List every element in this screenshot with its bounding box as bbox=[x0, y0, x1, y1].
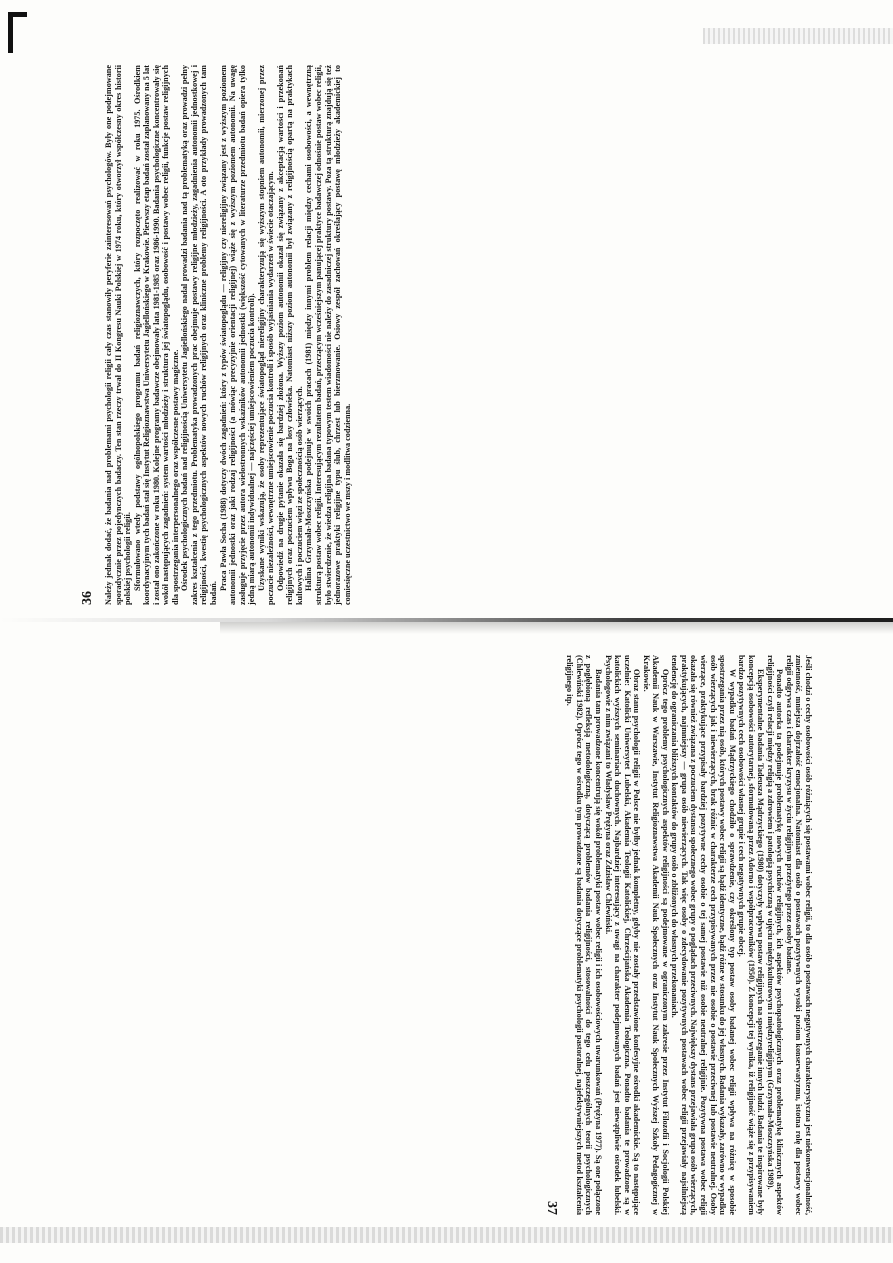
paragraph: Należy jednak dodać, że badania nad problemami psychologii religii cały czas stanowiły peryferie zainteresowań psychologów. Były one podejmowane sporadycznie przez pojedynczych badaczy. Ten stan rzeczy trwał do II Kongresu Nauki Polskiej w 1974 roku, który otworzył współczesny okres historii polskiej psychologii religii. bbox=[104, 65, 133, 605]
paragraph: Sformułowano wtedy podstawy ogólnopolskiego programu badań religioznawczych, który rozpoczęto realizować w roku 1975. Ośrodkiem koordynacyjnym tych badań stał się Instytut Religioznawstwa Uniwersytetu Jagiellońskiego w Krakowie. Pierwszy etap badań został zaplanowany na 5 lat i został ono zakończone w roku 1980. Kolejne programy badawcze obejmowały lata 1981-1985 oraz 1986-1990. Badania psychologiczne koncentrowały się wokół następujących zagadnień: system wartości młodzieży i struktura jej światopoglądu, osobowość i postawy wobec religii, funkcje postaw religijnych dla spostrzegania interpersonalnego oraz współczesne postawy magiczne. bbox=[132, 65, 180, 605]
page-number: 36 bbox=[80, 591, 95, 605]
paragraph: Ponadto autorka ta podejmuje problematykę nowych ruchów religijnych, ich aspektów psychopatologicznych oraz problematykę klinicznych aspektów religijności czyli relacji między religią a zdrowiem i patologią psychiczną w ujęciu międzykulturowym i międzyreligijnym (Grzymała-Moszczyńska 1989). bbox=[765, 655, 785, 1215]
page-text bbox=[565, 655, 813, 1215]
paragraph: Badania tam prowadzone koncentrują się wokół problematyki postaw wobec religii i ich osobowościowych uwarunkowań (Prężyna 1977). Są one połączone z pogłębioną refleksją metodologiczną, dotyczącą problemów badania religijności, stosowalności do tego celu poszczególnych teorii psychologicznych (Chlewiński 1982). Oprócz tego w ośrodku tym prowadzone są badania dotyczące problematyki psychologii pastoralnej, najefektywniejszych metod kształcenia religijnego itp. bbox=[565, 655, 603, 1215]
paragraph: Jeśli chodzi o cechy osobowości osób różniących się postawami wobec religii, to dla osób o postawach negatywnych charakterystyczna jest niekonwencjonalność, zmienność, mniejsza dojrzałość emocjonalna. Natomiast dla osób o postawach pozytywnych wysoki poziom konserwatyzmu, istotna rolę dla postawy wobec religii odgrywa czas i charakter kryzysu w życiu religijnym przeżytego przez osoby badane. bbox=[784, 655, 813, 1215]
paragraph: Halina Grzymała-Moszczyńska podejmuje w swoich pracach (1981) między innymi problem relacji między cechami osobowości, a wewnętrzną strukturą postaw wobec religii. Interesującym rezultatem badań, przeczącym wcześniejszym panującej praktyce badawczej odnośnie postaw wobec religii, było stwierdzenie, że wiedza religijna badana typowym testem wiadomości nie należy do zasadniczej struktury postawy. Poza tą strukturą znajdują się też jednorazowe praktyki religijne typu ślub, chrzest lub bierzmowanie. Osiowy zespół zachowań określający postawę młodzieży akademickiej to comiesięczne uczestnictwo we mszy i modlitwa codzienna. bbox=[304, 65, 352, 605]
paragraph: W wypadku badań Mądrzyckiego chodziło o sprawdzenie, czy określony typ postaw osoby badanej wobec religii wpływa na różnicę w sposobie spostrzegania przez nią osób, których postawy wobec religii są bądź identyczne, bądź różne w stosunku do jej własnych. Badania wykazały, zarówno w wypadku osób wierzących jak i niewierzących, brak różnic w charakterze cech przypisywanych przez nie osobie o postawie przeciwnej lub postawie neutralnej. Osoby wierzące, praktykujące przypisały bardziej pozytywne cechy osobie o tej samej postawie niż osobie neutralnej religijnie. Pozytywna postawa wobec religii okazała się również związana z poczuciem dystansu społecznego wobec grupy o poglądach przeciwnych. Największy dystans przejawiała grupa osób wierzących, praktykujących, najmniejszy — grupa osób niewierzących. Tak więc osoby o zdecydowanie pozytywnych postawach wobec religii przejawiały najsilniejszą tendencję do ograniczania bliższych kontaktów do grupy osób o zbliżonych do własnych przekonaniach. bbox=[670, 655, 737, 1215]
paragraph: Oprócz tego problemy psychologicznych aspektów religijności są podejmowane w ograniczonym zakresie przez Instytut Filozofii i Socjologii Polskiej Akademii Nauk w Warszawie, Instytut Religioznawstwa Akademii Nauk Społecznych oraz Instytut Nauk Społecznych Wyższej Szkoły Pedagogicznej w Krakowie. bbox=[641, 655, 670, 1215]
scan-edge-bottom bbox=[0, 1227, 893, 1243]
page-number: 37 bbox=[543, 1201, 559, 1215]
paragraph: Uzyskane wyniki wskazują, że osoby reprezentujące światopogląd niereligijny charakteryzują się wyższym stopniem autonomii, mierzonej przez poczucie niezależności, wewnętrzne umiejscowienie poczucia kontroli i sposób wyjaśniania wydarzeń w świecie otaczającym. bbox=[256, 65, 276, 605]
paragraph: Odpowiedź na drugie pytanie okazała się bardziej złożona. Wyższy poziom autonomii okazał się związany z akceptacją wartości i przekonań religijnych oraz poczuciem wpływu Boga na losy człowieka. Natomiast niższy poziom autonomii był związany z religijnością opartą na praktykach kultowych i poczuciem więzi ze społecznością osób wierzących. bbox=[275, 65, 304, 605]
scan-edge-top bbox=[703, 28, 893, 44]
paragraph: Eksperymentalne badania Tadeusza Mądrzyckiego (1980) dotyczyły wpływu postaw religijnych na spostrzeganie innych ludzi. Badania te inspirowane były koncepcją osobowości autorytarnej, sformułowaną przez Adorno i współpracowników (1950). Z koncepcji tej wynika, iż religijność wiąże się z przypisywaniem bardzo pozytywnych cech osobowości własnej grupie i cech negatywnych grupie obcej. bbox=[737, 655, 766, 1215]
page-36 bbox=[80, 65, 810, 605]
page-37 bbox=[83, 655, 813, 1215]
scan-corner-mark bbox=[8, 12, 27, 53]
paragraph: Obraz stanu psychologii religii w Polsce nie byłby jednak kompletny, gdyby nie zostały przedstawione konfesyjne ośrodki akademickie. Są to następujące uczelnie: Katolicki Uniwersytet Lubelski, Akademia Teologii Katolickiej, Chrześcijańska Akademia Teologiczna. Ponadto badania te prowadzone są w katolickich wyższych seminariach duchownych. Najbardziej interesujący z uwagi na charakter podejmowanych badań jest niewątpliwie ośrodek lubelski. Psychologowie z nim związani to Władysław Prężyna oraz Zdzisław Chlewiński. bbox=[603, 655, 642, 1215]
paragraph: Praca Pawła Socha (1988) dotyczy dwóch zagadnień: który z typów światopoglądu — religijny czy niereligijny związany jest z wyższym poziomem autonomii jednostki oraz jaki rodzaj religijności (a mówiąc precyzyjnie orientacji religijnej) wiąże się z wyższym poziomem autonomii. Na uwagę zasługuje przyjęcie przez autora wielostronnych wskaźników autonomii jednostki (większość cytowanych w literaturze przedmiotu badań opiera tylko jedną miarą autonomii indywidualnej — najczęściej umiejscowieniem poczucia kontroli). bbox=[218, 65, 257, 605]
paragraph: Ośrodek psychologicznych badań nad religijnością Uniwersytetu Jagiellońskiego nadal prowadzi badania nad tą problematyką oraz prowadzi pełny zakres kształcenia z tego przedmiotu. Problematyka prowadzonych prac obejmuje postawy religijne młodzieży, zagadnienia autonomii jednostkowej i religijności, kwestię psychologicznych aspektów nowych ruchów religijnych oraz kliniczne problemy religijności. A oto przykłady prowadzonych tam badań. bbox=[180, 65, 219, 605]
page-text bbox=[104, 65, 352, 605]
gutter-shadow bbox=[220, 622, 893, 634]
